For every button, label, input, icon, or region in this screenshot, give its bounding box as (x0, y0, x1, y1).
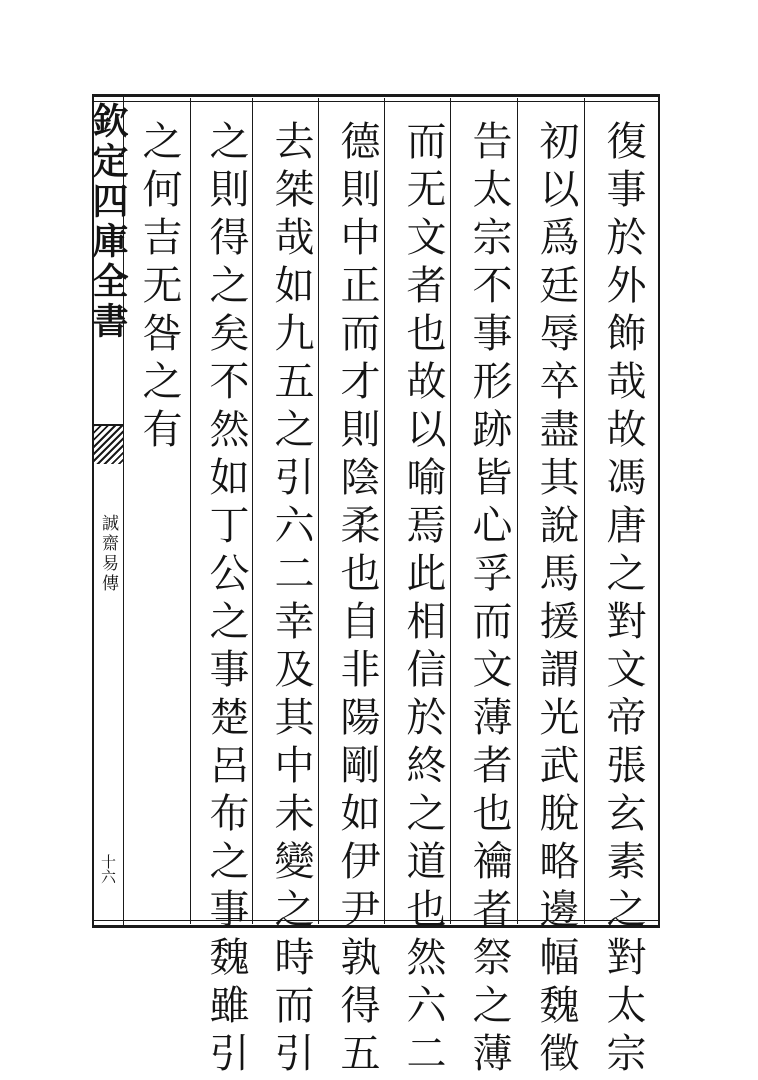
margin-strip (87, 94, 129, 928)
text-column-6: 去桀哉如九五之引六二幸及其中未變之時而引 (268, 120, 314, 1080)
text-column-8: 之何吉无咎之有 (136, 120, 182, 456)
collection-title: 欽定四庫全書 (87, 102, 129, 342)
text-column-4: 而无文者也故以喻焉此相信於終之道也然六二 (400, 120, 446, 1080)
text-column-3: 告太宗不事形跡皆心孚而文薄者也禴者祭之薄 (466, 120, 512, 1080)
text-column-5: 德則中正而才則陰柔也自非陽剛如伊尹孰得五 (334, 120, 380, 1080)
text-column-7: 之則得之矣不然如丁公之事楚呂布之事魏雖引 (203, 120, 249, 1080)
text-column-2: 初以爲廷辱卒盡其說馬援謂光武脫略邊幅魏徵 (533, 120, 579, 1080)
fishtail-mark (92, 424, 123, 464)
book-title: 誠齋易傳 (98, 514, 118, 594)
text-column-1: 復事於外飾哉故馮唐之對文帝張玄素之對太宗 (600, 120, 646, 1080)
page-number: 十六 (99, 854, 117, 884)
